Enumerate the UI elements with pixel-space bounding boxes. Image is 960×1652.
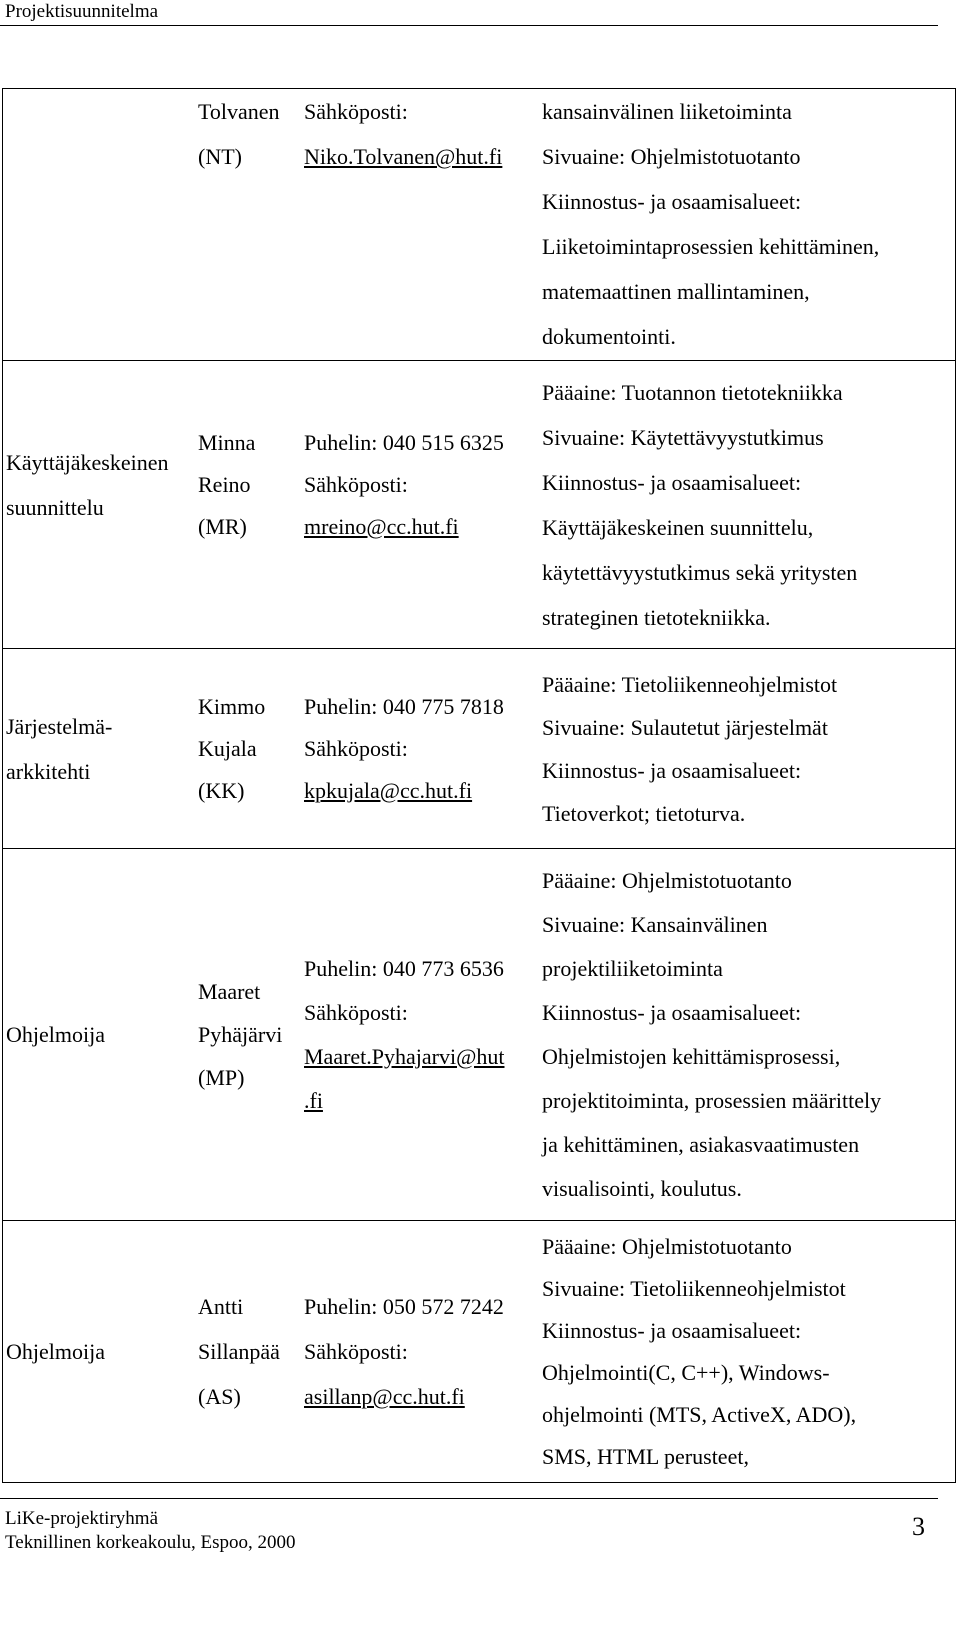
contact-cell (304, 361, 542, 649)
info-line: Pääaine: Ohjelmistotuotanto (542, 1233, 792, 1259)
role-line: Käyttäjäkeskeinen (6, 449, 169, 475)
info-line: Kiinnostus- ja osaamisalueet: (542, 999, 802, 1025)
info-line: Kiinnostus- ja osaamisalueet: (542, 189, 802, 214)
name-cell (198, 89, 304, 361)
info-line: Kiinnostus- ja osaamisalueet: (542, 1317, 802, 1343)
info-line: Liiketoimintaprosessien kehittäminen, (542, 234, 880, 259)
table-row (3, 1221, 956, 1483)
footer-rule (0, 1498, 938, 1499)
name-line: Reino (198, 471, 251, 497)
role-cell (3, 89, 199, 361)
header-rule (0, 25, 938, 26)
info-line: Kiinnostus- ja osaamisalueet: (542, 757, 802, 783)
contact-line: Sähköposti: (304, 99, 408, 124)
contact-line: Sähköposti: (304, 1339, 408, 1364)
info-line: Pääaine: Ohjelmistotuotanto (542, 867, 792, 893)
table-row (3, 361, 956, 649)
name-line: (KK) (198, 777, 245, 803)
name-line: Kimmo (198, 693, 266, 719)
contact-line: Puhelin: 040 773 6536 (304, 955, 504, 981)
footer-school: Teknillinen korkeakoulu, Espoo, 2000 (5, 1532, 296, 1553)
info-line: ohjelmointi (MTS, ActiveX, ADO), (542, 1401, 857, 1427)
name-line: Kujala (198, 735, 257, 761)
page-number: 3 (912, 1512, 925, 1541)
name-cell (198, 849, 304, 1221)
name-cell (198, 1221, 304, 1483)
role-line: suunnittelu (6, 494, 104, 520)
email-link[interactable]: kpkujala@cc.hut.fi (304, 777, 473, 803)
info-line: dokumentointi. (542, 324, 676, 349)
info-cell (542, 1221, 956, 1483)
info-line: Ohjelmistojen kehittämisprosessi, (542, 1043, 841, 1069)
role-cell (3, 1221, 199, 1483)
role-line: arkkitehti (6, 758, 91, 784)
footer-group-name: LiKe-projektiryhmä (5, 1508, 159, 1529)
contact-cell (304, 849, 542, 1221)
role-cell (3, 361, 199, 649)
role-line: Järjestelmä- (6, 713, 113, 739)
name-cell (198, 649, 304, 849)
page-header (0, 0, 960, 28)
name-line: Pyhäjärvi (198, 1022, 283, 1047)
table-row (3, 849, 956, 1221)
info-line: Tietoverkot; tietoturva. (542, 800, 746, 826)
info-line: käytettävyystutkimus sekä yritysten (542, 559, 858, 585)
role-cell (3, 649, 199, 849)
contact-line: Sähköposti: (304, 999, 408, 1025)
contact-line: Sähköposti: (304, 471, 408, 497)
document-title: Projektisuunnitelma (5, 1, 159, 22)
info-line: Kiinnostus- ja osaamisalueet: (542, 469, 802, 495)
name-line: Sillanpää (198, 1339, 280, 1364)
info-line: ja kehittäminen, asiakasvaatimusten (542, 1131, 860, 1157)
email-link[interactable]: asillanp@cc.hut.fi (304, 1384, 465, 1409)
info-line: Sivuaine: Ohjelmistotuotanto (542, 144, 801, 169)
email-link[interactable]: mreino@cc.hut.fi (304, 513, 459, 539)
name-line: Minna (198, 429, 256, 455)
info-line: visualisointi, koulutus. (542, 1175, 742, 1201)
info-line: Pääaine: Tietoliikenneohjelmistot (542, 671, 838, 697)
role-line: Ohjelmoija (6, 1022, 105, 1047)
info-line: Sivuaine: Sulautetut järjestelmät (542, 714, 828, 740)
contact-line: Puhelin: 040 775 7818 (304, 693, 504, 719)
contact-line: Sähköposti: (304, 735, 408, 761)
email-link[interactable]: Maaret.Pyhajarvi@hut (304, 1043, 505, 1069)
info-line: strateginen tietotekniikka. (542, 604, 771, 630)
info-line: projektitoiminta, prosessien määrittely (542, 1087, 882, 1113)
info-line: Pääaine: Tuotannon tietotekniikka (542, 379, 843, 405)
name-line: Maaret (198, 979, 261, 1004)
name-line: (NT) (198, 144, 242, 169)
name-line: (MP) (198, 1065, 245, 1090)
info-line: matemaattinen mallintaminen, (542, 279, 810, 304)
info-line: Sivuaine: Kansainvälinen (542, 911, 768, 937)
info-cell (542, 649, 956, 849)
contact-line: Puhelin: 040 515 6325 (304, 429, 504, 455)
info-line: Sivuaine: Tietoliikenneohjelmistot (542, 1275, 846, 1301)
page-footer (0, 1490, 960, 1652)
info-cell (542, 89, 956, 361)
info-line: Sivuaine: Käytettävyystutkimus (542, 424, 824, 450)
email-link[interactable]: Niko.Tolvanen@hut.fi (304, 144, 503, 169)
info-line: projektiliiketoiminta (542, 955, 723, 981)
info-line: Ohjelmointi(C, C++), Windows- (542, 1359, 830, 1385)
name-line: Antti (198, 1294, 244, 1319)
name-line: Tolvanen (198, 99, 280, 124)
contact-cell (304, 649, 542, 849)
name-line: (MR) (198, 513, 247, 539)
info-line: Käyttäjäkeskeinen suunnittelu, (542, 514, 814, 540)
name-line: (AS) (198, 1384, 241, 1409)
email-link-continued[interactable]: .fi (304, 1087, 323, 1113)
role-line: Ohjelmoija (6, 1339, 105, 1364)
info-cell (542, 849, 956, 1221)
contact-cell (304, 89, 542, 361)
contact-cell (304, 1221, 542, 1483)
info-line: SMS, HTML perusteet, (542, 1443, 749, 1469)
info-line: kansainvälinen liiketoiminta (542, 99, 792, 124)
name-cell (198, 361, 304, 649)
info-cell (542, 361, 956, 649)
team-table (2, 88, 956, 1483)
contact-line: Puhelin: 050 572 7242 (304, 1294, 504, 1319)
role-cell (3, 849, 199, 1221)
table-row (3, 89, 956, 361)
table-row (3, 649, 956, 849)
